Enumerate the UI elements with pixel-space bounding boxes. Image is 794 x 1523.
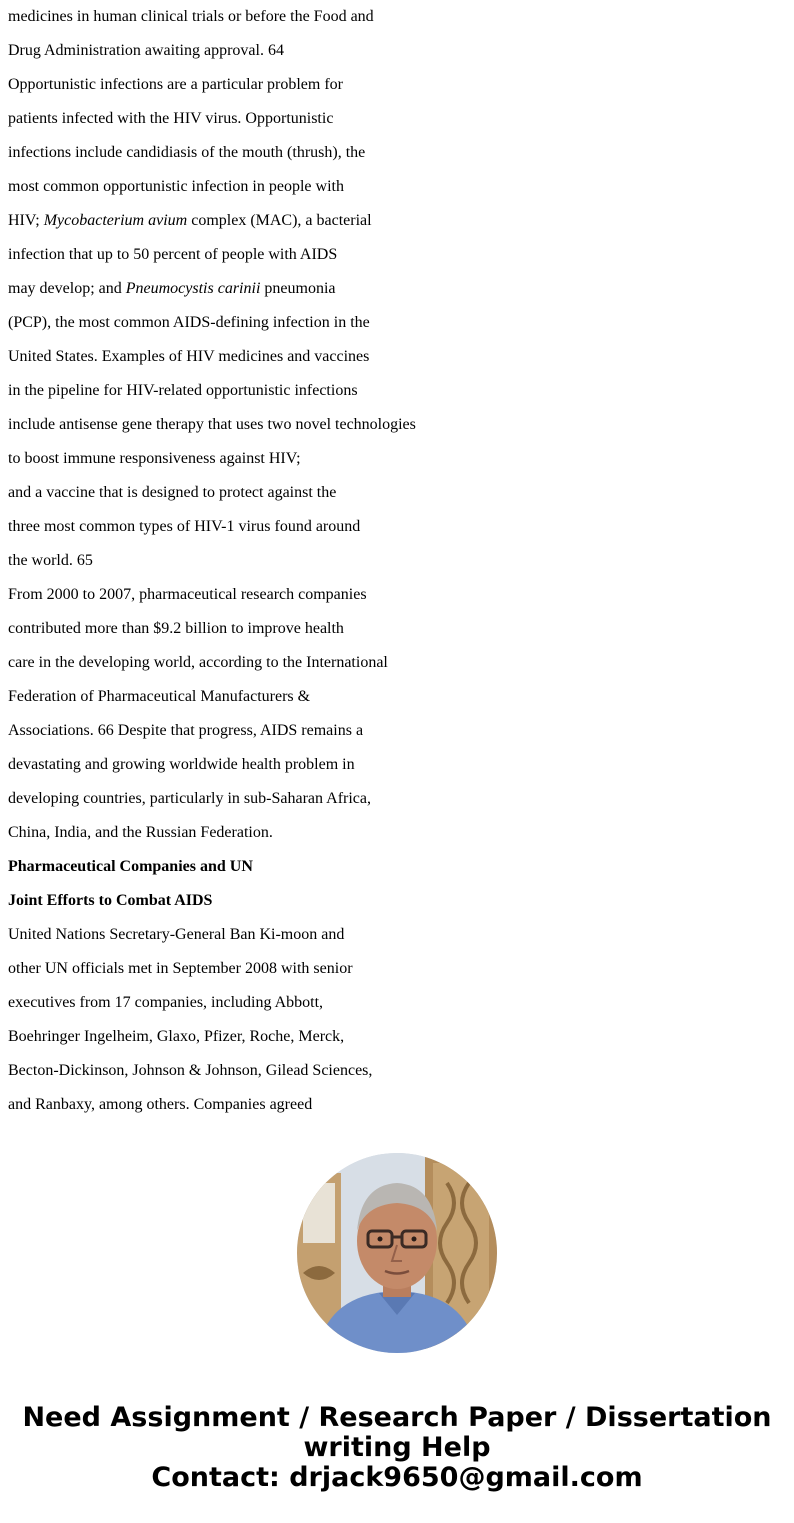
text-line: United States. Examples of HIV medicines and vaccines [8,348,370,365]
portrait-image [297,1153,497,1353]
text-line: Federation of Pharmaceutical Manufacturers & [8,688,311,705]
text-line [8,272,768,306]
text-line: infection that up to 50 percent of people with AIDS [8,246,338,263]
text-line: executives from 17 companies, including Abbott, [8,994,324,1011]
text-line: Boehringer Ingelheim, Glaxo, Pfizer, Roche, Merck, [8,1028,345,1045]
text-segment: HIV; [8,212,44,229]
contact-banner [0,1403,794,1493]
text-line: to boost immune responsiveness against HIV; [8,450,301,467]
species-name: Mycobacterium avium [43,212,188,229]
text-line: other UN officials met in September 2008 with senior [8,960,353,977]
text-line: (PCP), the most common AIDS-defining infection in the [8,314,370,331]
banner-line-2: writing Help [303,1432,491,1463]
text-line: infections include candidiasis of the mouth (thrush), the [8,144,366,161]
text-segment: complex (MAC), a bacterial [187,212,372,229]
banner-contact-line: Contact: drjack9650@gmail.com [151,1462,643,1493]
text-line: patients infected with the HIV virus. Opportunistic [8,110,334,127]
text-line: medicines in human clinical trials or before the Food and [8,8,374,25]
text-line: three most common types of HIV-1 virus found around [8,518,361,535]
species-name: Pneumocystis carinii [125,280,261,297]
text-line: devastating and growing worldwide health problem in [8,756,355,773]
banner-line-1: Need Assignment / Research Paper / Dissertation [22,1402,772,1433]
text-line [8,204,768,238]
text-line: and a vaccine that is designed to protect against the [8,484,337,501]
text-line: Associations. 66 Despite that progress, AIDS remains a [8,722,364,739]
section-heading: Joint Efforts to Combat AIDS [8,892,213,909]
text-line: and Ranbaxy, among others. Companies agreed [8,1096,313,1113]
text-segment: may develop; and [8,280,126,297]
text-line: most common opportunistic infection in people with [8,178,344,195]
text-line: From 2000 to 2007, pharmaceutical research companies [8,586,367,603]
text-line: care in the developing world, according to the International [8,654,388,671]
section-heading: Pharmaceutical Companies and UN [8,858,253,875]
text-line: Opportunistic infections are a particular problem for [8,76,343,93]
text-line: contributed more than $9.2 billion to improve health [8,620,344,637]
text-line: developing countries, particularly in sub-Saharan Africa, [8,790,371,807]
text-line: the world. 65 [8,552,93,569]
text-line: in the pipeline for HIV-related opportunistic infections [8,382,358,399]
text-line: Becton-Dickinson, Johnson & Johnson, Gilead Sciences, [8,1062,373,1079]
article-body [8,0,768,1122]
text-line: include antisense gene therapy that uses two novel technologies [8,416,416,433]
text-line: Drug Administration awaiting approval. 64 [8,42,284,59]
author-avatar [297,1153,497,1353]
text-segment: pneumonia [260,280,336,297]
text-line: China, India, and the Russian Federation. [8,824,273,841]
text-line: United Nations Secretary-General Ban Ki-moon and [8,926,345,943]
